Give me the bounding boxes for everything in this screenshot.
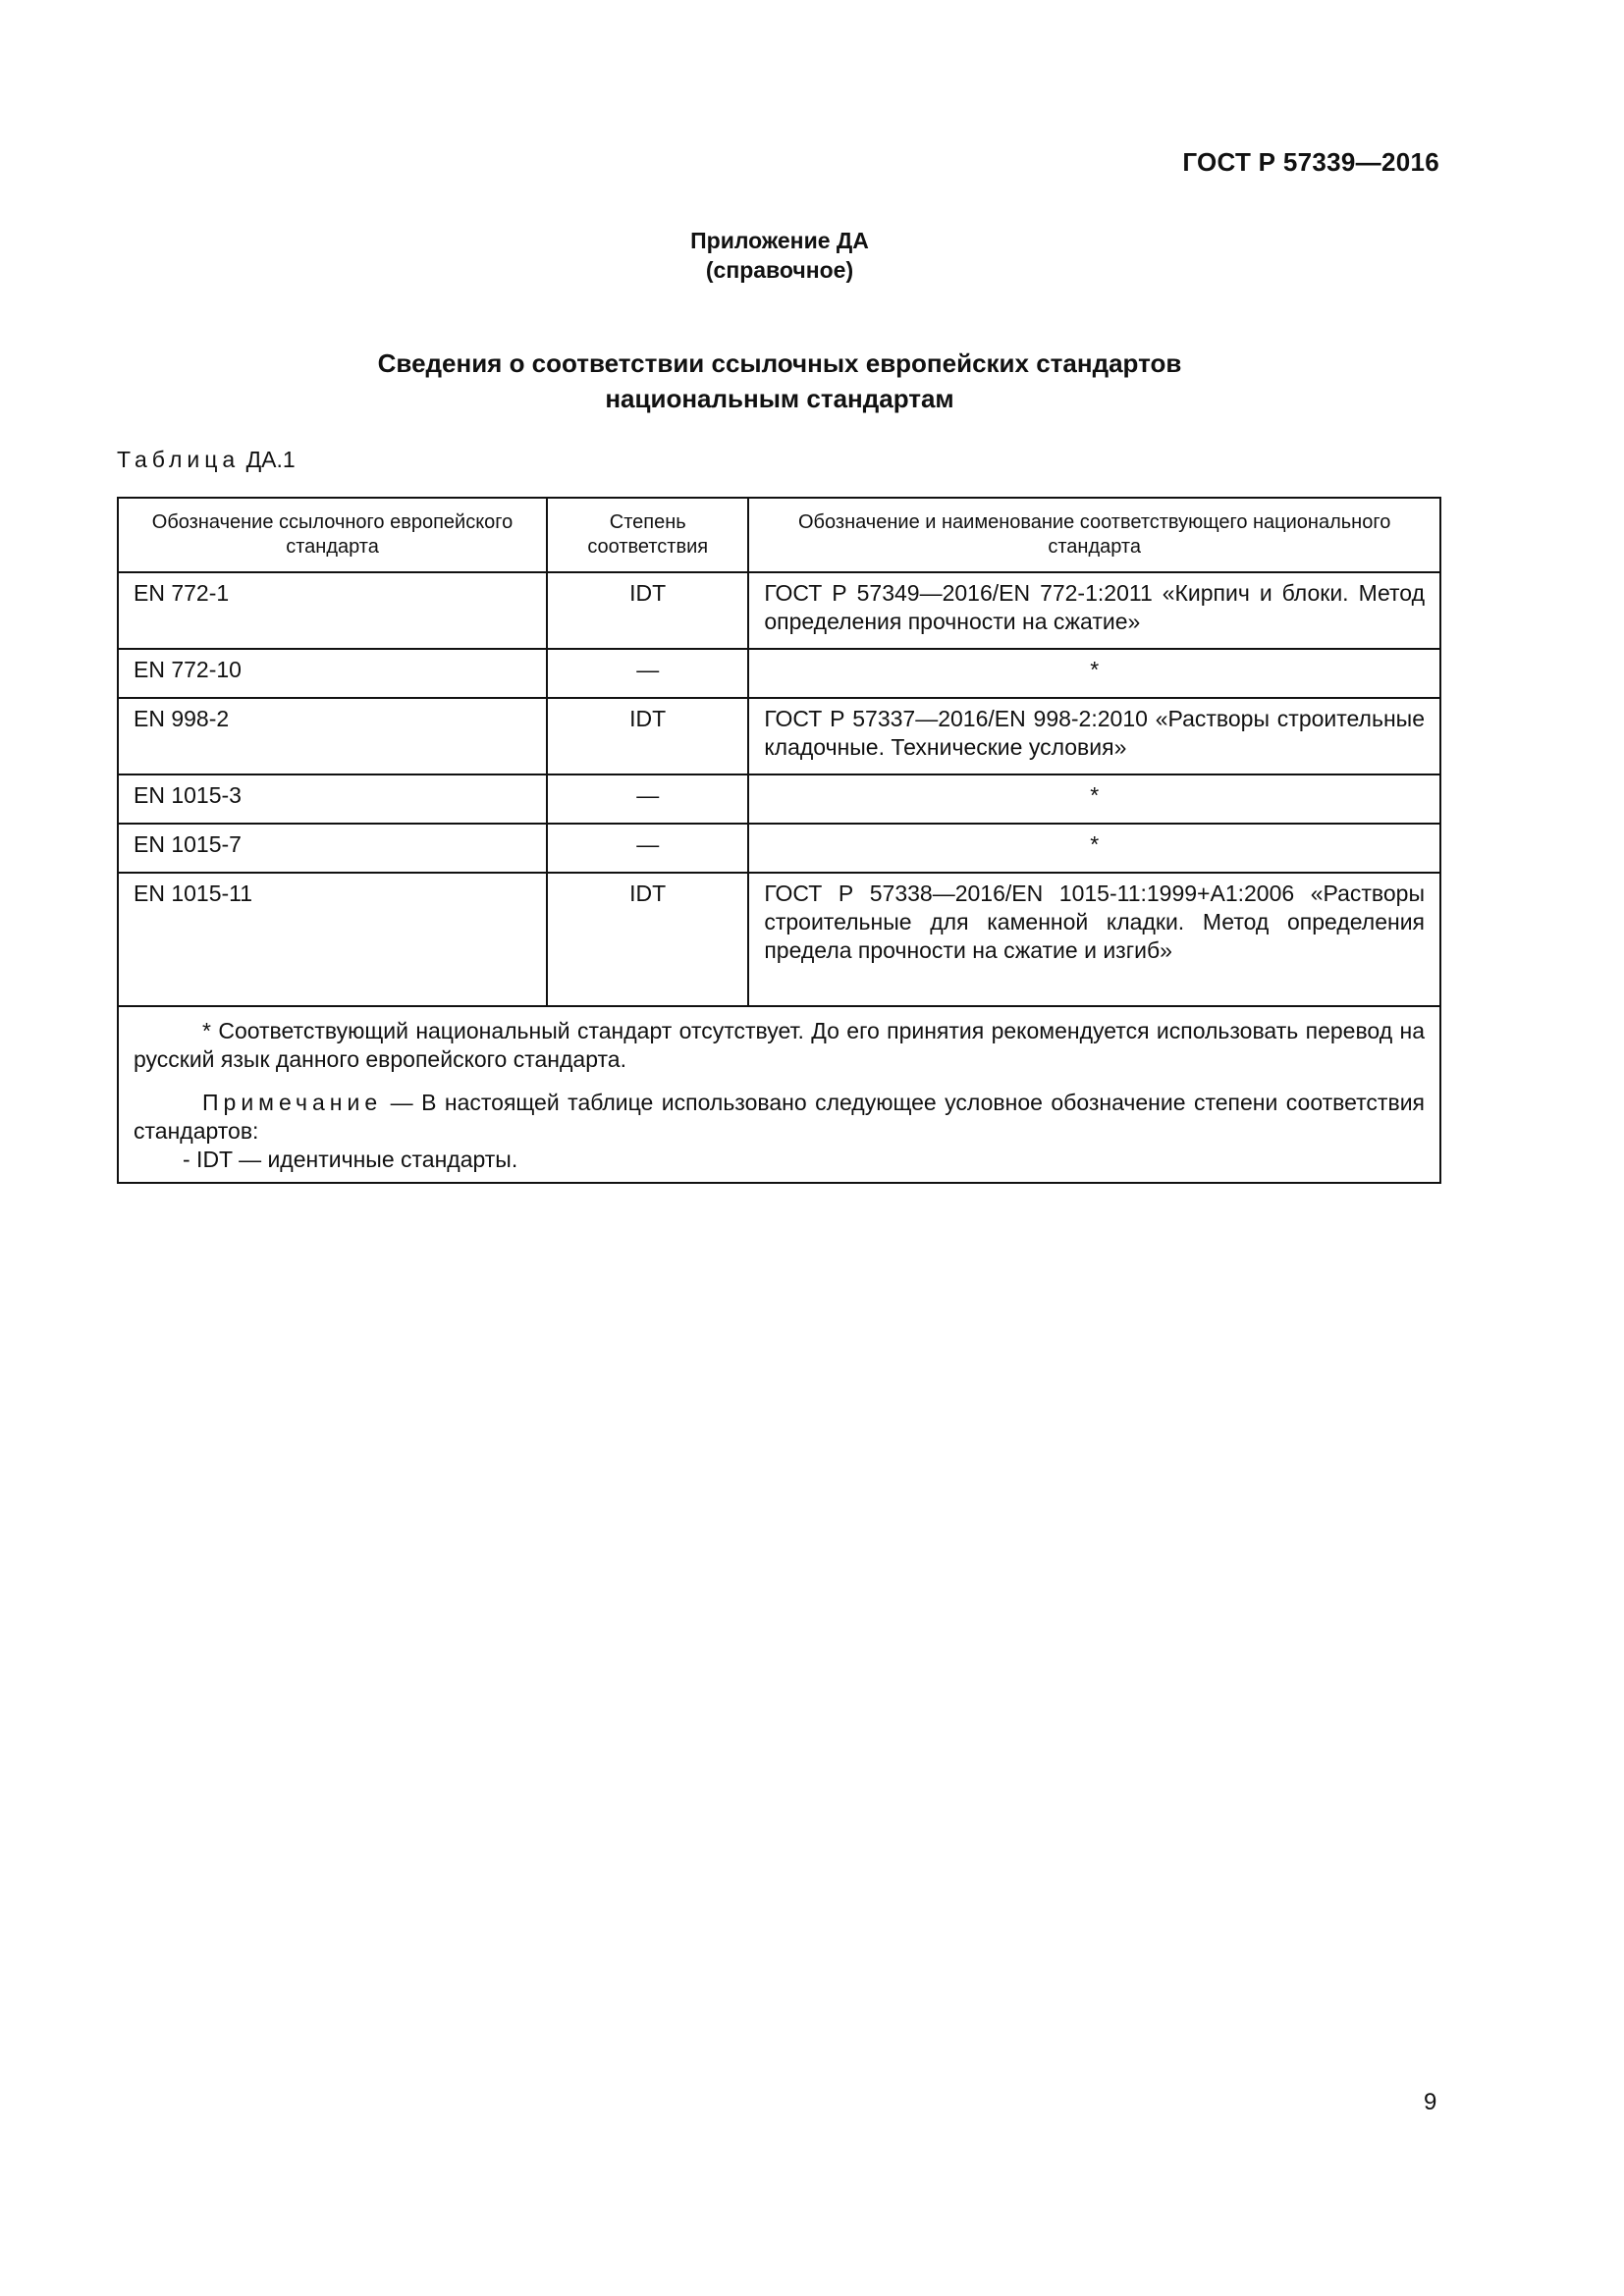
table-footer [118, 1006, 1440, 1183]
table-row [118, 698, 1440, 774]
annex-title: Приложение ДА [690, 228, 869, 253]
note-text: — В настоящей таблице использовано следующее условное обозначение степени соответствия стандартов: [134, 1090, 1425, 1144]
section-title-line1: Сведения о соответствии ссылочных европейских стандартов [377, 348, 1182, 378]
national-standard-cell: ГОСТ Р 57338—2016/EN 1015-11:1999+A1:2006 «Растворы строительные для каменной кладки. Метод определения предела прочности на сжатие и изгиб» [748, 873, 1440, 1006]
national-standard-cell: * [748, 649, 1440, 698]
table-caption-id: ДА.1 [245, 447, 296, 472]
table-row [118, 873, 1440, 1006]
degree-cell: IDT [547, 572, 748, 649]
degree-cell: IDT [547, 698, 748, 774]
national-standard-cell: ГОСТ Р 57349—2016/EN 772-1:2011 «Кирпич и блоки. Метод определения прочности на сжатие» [748, 572, 1440, 649]
degree-cell: — [547, 649, 748, 698]
column-header-degree: Степень соответствия [547, 498, 748, 572]
correspondence-table [117, 497, 1441, 1184]
document-code: ГОСТ Р 57339—2016 [1182, 147, 1439, 177]
table-row [118, 774, 1440, 824]
table-footer-row [118, 1006, 1440, 1183]
reference-standard-cell: EN 1015-11 [118, 873, 547, 1006]
national-standard-cell: ГОСТ Р 57337—2016/EN 998-2:2010 «Растворы строительные кладочные. Технические условия» [748, 698, 1440, 774]
reference-standard-cell: EN 772-1 [118, 572, 547, 649]
reference-standard-cell: EN 998-2 [118, 698, 547, 774]
section-title-line2: национальным стандартам [605, 384, 954, 413]
table-row [118, 572, 1440, 649]
degree-cell: — [547, 774, 748, 824]
note-label: Примечание [202, 1090, 383, 1115]
column-header-national: Обозначение и наименование соответствующего национального стандарта [748, 498, 1440, 572]
note [134, 1089, 1425, 1146]
table-header-row [118, 498, 1440, 572]
page-number: 9 [1424, 2089, 1437, 2115]
table-caption-label: Таблица [117, 447, 241, 472]
column-header-reference: Обозначение ссылочного европейского стандарта [118, 498, 547, 572]
reference-standard-cell: EN 1015-7 [118, 824, 547, 873]
annex-heading [0, 226, 1559, 285]
reference-standard-cell: EN 1015-3 [118, 774, 547, 824]
national-standard-cell: * [748, 774, 1440, 824]
table-row [118, 824, 1440, 873]
annex-status: (справочное) [705, 257, 854, 283]
reference-standard-cell: EN 772-10 [118, 649, 547, 698]
table-caption [117, 447, 296, 473]
note-item: - IDT — идентичные стандарты. [183, 1147, 518, 1172]
section-title [0, 346, 1559, 416]
table-row [118, 649, 1440, 698]
degree-cell: IDT [547, 873, 748, 1006]
footnote: * Соответствующий национальный стандарт отсутствует. До его принятия рекомендуется использовать перевод на русский язык данного европейского стандарта. [134, 1018, 1425, 1072]
degree-cell: — [547, 824, 748, 873]
national-standard-cell: * [748, 824, 1440, 873]
